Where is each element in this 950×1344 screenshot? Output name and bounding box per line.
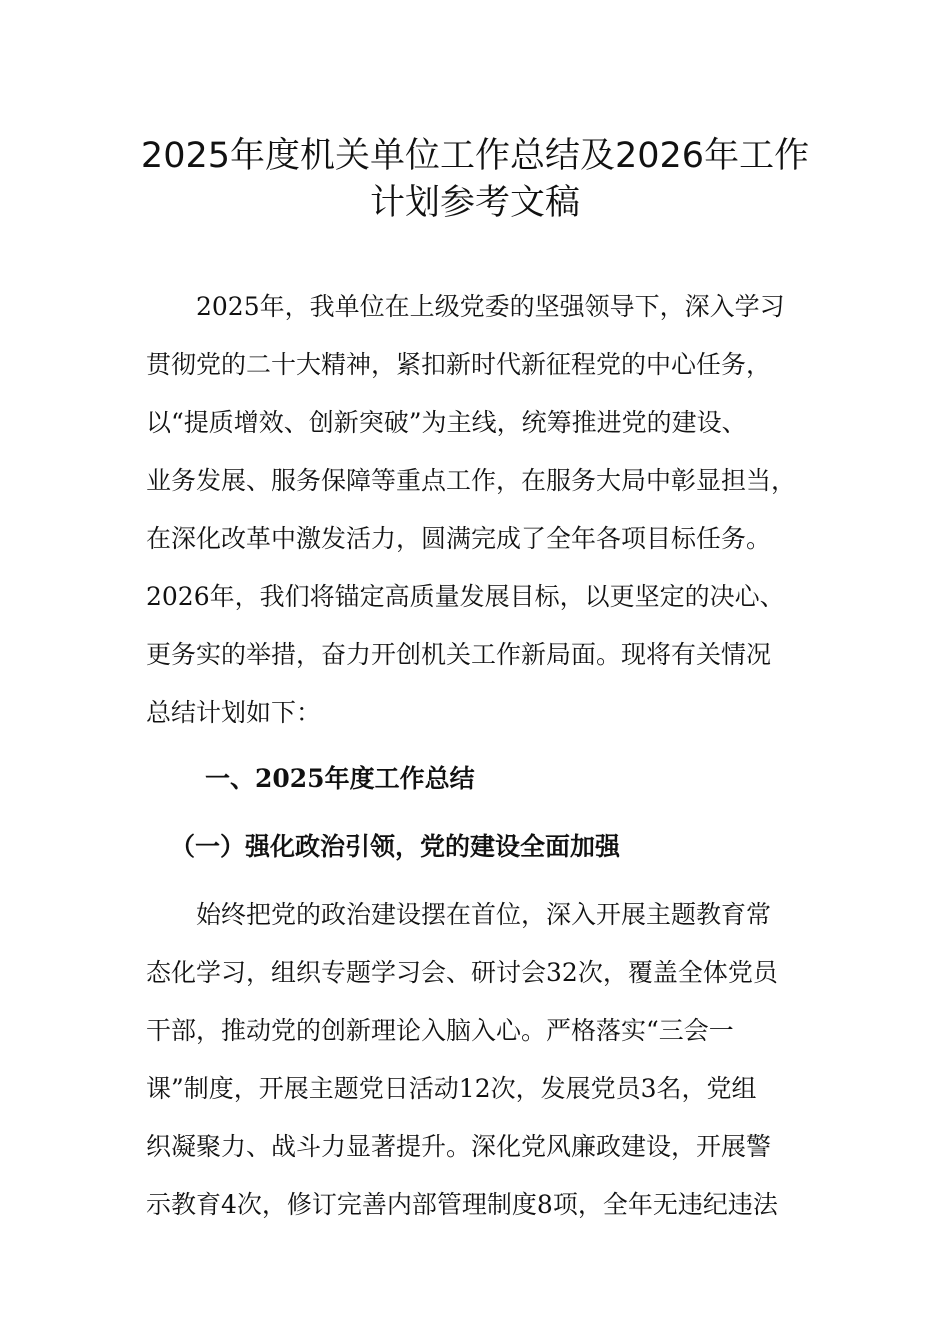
body-line-1: 始终把党的政治建设摆在首位，深入开展主题教育常 xyxy=(196,900,772,929)
body-line-5: 织凝聚力、战斗力显著提升。深化党风廉政建设，开展警 xyxy=(146,1132,772,1161)
body-line-6: 示教育4次，修订完善内部管理制度8项，全年无违纪违法 xyxy=(146,1190,778,1219)
intro-line-6: 2026年，我们将锚定高质量发展目标，以更坚定的决心、 xyxy=(146,582,785,611)
body-line-4: 课”制度，开展主题党日活动12次，发展党员3名，党组 xyxy=(146,1074,757,1103)
section-heading: 一、2025年度工作总结 xyxy=(205,764,475,793)
intro-line-4: 业务发展、服务保障等重点工作，在服务大局中彰显担当， xyxy=(146,466,797,495)
intro-line-5: 在深化改革中激发活力，圆满完成了全年各项目标任务。 xyxy=(146,524,772,553)
document-title-line-1: 2025年度机关单位工作总结及2026年工作 xyxy=(140,136,810,176)
subsection-heading: （一）强化政治引领，党的建设全面加强 xyxy=(170,832,621,861)
body-line-2: 态化学习，组织专题学习会、研讨会32次，覆盖全体党员 xyxy=(146,958,778,987)
intro-line-7: 更务实的举措，奋力开创机关工作新局面。现将有关情况 xyxy=(146,640,772,669)
intro-line-8: 总结计划如下： xyxy=(146,698,322,727)
intro-line-1: 2025年，我单位在上级党委的坚强领导下，深入学习 xyxy=(196,292,785,321)
intro-line-2: 贯彻党的二十大精神，紧扣新时代新征程党的中心任务， xyxy=(146,350,772,379)
intro-line-3: 以“提质增效、创新突破”为主线，统筹推进党的建设、 xyxy=(146,408,747,437)
document-title-line-2: 计划参考文稿 xyxy=(369,183,580,223)
body-line-3: 干部，推动党的创新理论入脑入心。严格落实“三会一 xyxy=(146,1016,734,1045)
